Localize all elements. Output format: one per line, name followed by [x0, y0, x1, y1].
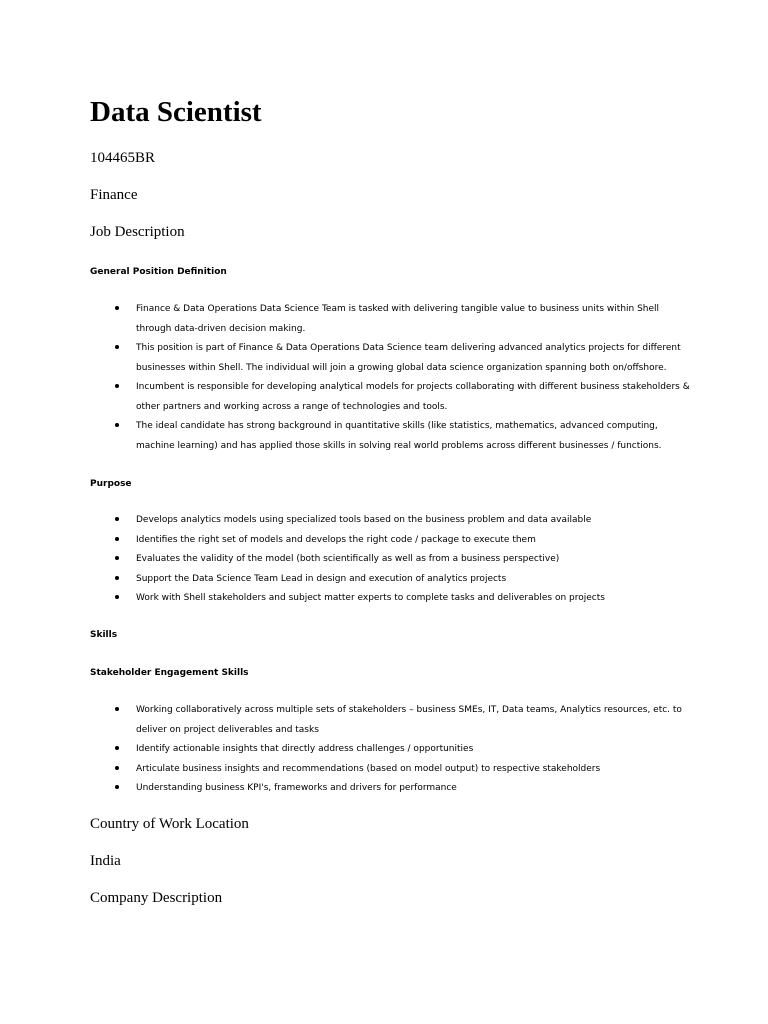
country-heading: Country of Work Location — [90, 816, 249, 832]
list-item-line: deliver on project deliverables and tasks — [136, 724, 319, 735]
list-item-line: Incumbent is responsible for developing analytical models for projects collaborating with different business stakeholders & — [136, 382, 690, 392]
list-item-line: businesses within Shell. The individual will join a growing global data science organization spanning both on/offshore. — [136, 362, 667, 373]
bullet-icon — [115, 345, 119, 349]
list-item: Support the Data Science Team Lead in design and execution of analytics projects — [136, 573, 507, 584]
page-title: Data Scientist — [90, 96, 262, 128]
list-item-line: The ideal candidate has strong background in quantitative skills (like statistics, mathematics, advanced computing, — [136, 421, 658, 431]
bullet-icon — [115, 384, 119, 388]
bullet-icon — [115, 537, 119, 541]
bullet-icon — [115, 576, 119, 580]
list-item-line: Finance & Data Operations Data Science Team is tasked with delivering tangible value to business units within Shell — [136, 304, 660, 314]
list-item: Evaluates the validity of the model (both scientifically as well as from a business perspective) — [136, 554, 560, 564]
list-item-line: other partners and working across a range of technologies and tools. — [136, 401, 448, 412]
country-value: India — [90, 853, 121, 869]
list-item-line: machine learning) and has applied those skills in solving real world problems across different businesses / functions. — [136, 440, 662, 451]
list-item: Work with Shell stakeholders and subject matter experts to complete tasks and deliverables on projects — [136, 593, 605, 603]
list-item-line: Understanding business KPI's, frameworks and drivers for performance — [136, 783, 457, 793]
bullet-icon — [115, 785, 119, 789]
job-department: Finance — [90, 187, 138, 203]
list-item-line: through data-driven decision making. — [136, 323, 306, 334]
bullet-icon — [115, 423, 119, 427]
list-item-line: This position is part of Finance & Data Operations Data Science team delivering advanced analytics projects for different — [136, 343, 681, 353]
skills-heading: Skills — [90, 630, 118, 640]
stakeholder-heading: Stakeholder Engagement Skills — [90, 668, 249, 678]
list-item: Develops analytics models using specialized tools based on the business problem and data available — [136, 515, 592, 525]
bullet-icon — [115, 766, 119, 770]
list-item-line: Identify actionable insights that directly address challenges / opportunities — [136, 744, 474, 754]
company-description-heading: Company Description — [90, 890, 223, 906]
list-item: Identifies the right set of models and develops the right code / package to execute them — [136, 534, 536, 545]
job-description-heading: Job Description — [90, 224, 185, 240]
job-reference: 104465BR — [90, 150, 156, 166]
bullet-icon — [115, 306, 119, 310]
purpose-heading: Purpose — [90, 479, 132, 489]
bullet-icon — [115, 595, 119, 599]
bullet-icon — [115, 556, 119, 560]
bullet-icon — [115, 746, 119, 750]
bullet-icon — [115, 707, 119, 711]
general-position-heading: General Position Definition — [90, 267, 227, 277]
list-item-line: Articulate business insights and recommendations (based on model output) to respective stakeholders — [136, 763, 601, 774]
bullet-icon — [115, 517, 119, 521]
list-item-line: Working collaboratively across multiple sets of stakeholders – business SMEs, IT, Data teams, Analytics resources, etc. to — [136, 705, 682, 715]
